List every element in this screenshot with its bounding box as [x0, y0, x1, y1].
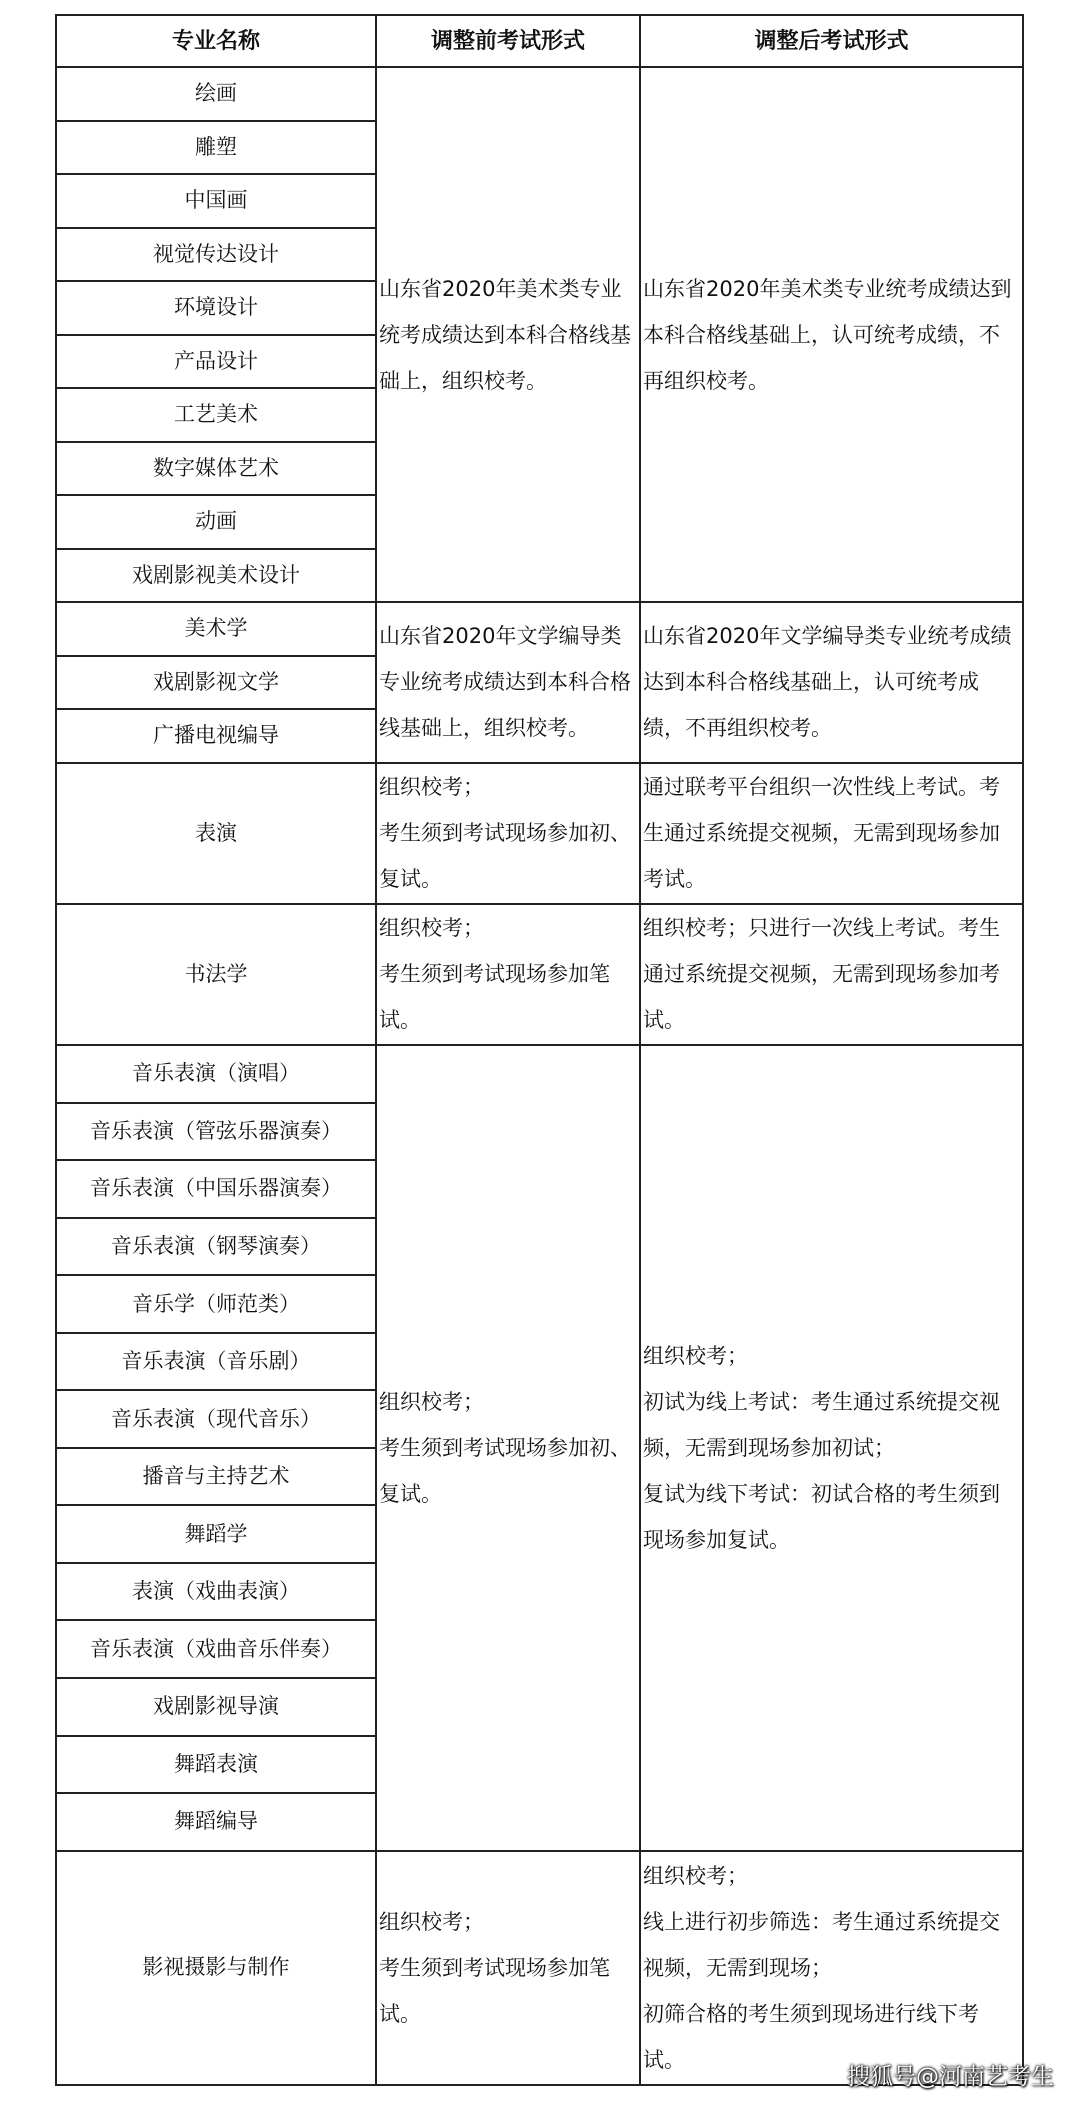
major-name-cell: 产品设计: [56, 335, 376, 389]
table-row: [56, 602, 1023, 656]
after-format-text: 山东省2020年美术类专业统考成绩达到本科合格线基础上，认可统考成绩，不再组织校考。: [643, 276, 1012, 393]
after-format-cell: [640, 602, 1023, 763]
major-name-cell: 音乐表演（音乐剧）: [56, 1333, 376, 1391]
table-row: [56, 763, 1023, 904]
table-body: [56, 67, 1023, 2085]
major-name-cell: 音乐学（师范类）: [56, 1275, 376, 1333]
major-name-cell: 书法学: [56, 904, 376, 1045]
table-header-row: [56, 15, 1023, 67]
major-name-cell: 中国画: [56, 174, 376, 228]
before-format-cell: [376, 904, 640, 1045]
major-name-cell: 播音与主持艺术: [56, 1448, 376, 1506]
major-name-cell: 动画: [56, 495, 376, 549]
major-name-cell: 音乐表演（现代音乐）: [56, 1390, 376, 1448]
after-format-text: 复试为线下考试：初试合格的考生须到现场参加复试。: [643, 1481, 1000, 1552]
major-name-cell: 表演（戏曲表演）: [56, 1563, 376, 1621]
major-name-cell: 工艺美术: [56, 388, 376, 442]
after-format-cell: [640, 1851, 1023, 2085]
table-row: [56, 1045, 1023, 1103]
after-format-text: 线上进行初步筛选：考生通过系统提交视频，无需到现场；: [643, 1909, 1000, 1980]
after-format-cell: [640, 904, 1023, 1045]
after-format-text: 组织校考；: [643, 1863, 748, 1888]
major-name-cell: 舞蹈表演: [56, 1736, 376, 1794]
before-format-text: 山东省2020年美术类专业统考成绩达到本科合格线基础上，组织校考。: [379, 276, 631, 393]
major-name-cell: 舞蹈学: [56, 1505, 376, 1563]
after-format-text: 组织校考；: [643, 1343, 748, 1368]
major-name-cell: 音乐表演（戏曲音乐伴奏）: [56, 1620, 376, 1678]
major-name-cell: 数字媒体艺术: [56, 442, 376, 496]
major-name-cell: 影视摄影与制作: [56, 1851, 376, 2085]
before-format-text: 山东省2020年文学编导类专业统考成绩达到本科合格线基础上，组织校考。: [379, 624, 631, 741]
after-format-cell: [640, 763, 1023, 904]
before-format-text: 考生须到考试现场参加笔试。: [379, 962, 610, 1033]
before-format-text: 组织校考；: [379, 916, 484, 941]
before-format-cell: [376, 1045, 640, 1850]
major-name-cell: 舞蹈编导: [56, 1793, 376, 1851]
header-after-format: 调整后考试形式: [640, 15, 1023, 67]
major-name-cell: 绘画: [56, 67, 376, 121]
before-format-cell: [376, 763, 640, 904]
header-before-format: 调整前考试形式: [376, 15, 640, 67]
before-format-cell: [376, 1851, 640, 2085]
after-format-cell: [640, 1045, 1023, 1850]
major-name-cell: 音乐表演（钢琴演奏）: [56, 1218, 376, 1276]
after-format-cell: [640, 67, 1023, 602]
exam-format-table: [55, 14, 1024, 2086]
after-format-text: 初试为线上考试：考生通过系统提交视频，无需到现场参加初试；: [643, 1389, 1000, 1460]
major-name-cell: 音乐表演（管弦乐器演奏）: [56, 1103, 376, 1161]
major-name-cell: 音乐表演（中国乐器演奏）: [56, 1160, 376, 1218]
major-name-cell: 音乐表演（演唱）: [56, 1045, 376, 1103]
before-format-cell: [376, 602, 640, 763]
major-name-cell: 广播电视编导: [56, 709, 376, 763]
major-name-cell: 表演: [56, 763, 376, 904]
header-major-name: 专业名称: [56, 15, 376, 67]
after-format-text: 通过联考平台组织一次性线上考试。考生通过系统提交视频，无需到现场参加考试。: [643, 775, 1000, 892]
after-format-text: 组织校考；只进行一次线上考试。考生通过系统提交视频，无需到现场参加考试。: [643, 916, 1000, 1033]
table-row: [56, 67, 1023, 121]
before-format-text: 考生须到考试现场参加初、复试。: [379, 1435, 631, 1506]
major-name-cell: 美术学: [56, 602, 376, 656]
major-name-cell: 戏剧影视美术设计: [56, 549, 376, 603]
before-format-text: 考生须到考试现场参加初、复试。: [379, 821, 631, 892]
before-format-text: 组织校考；: [379, 1909, 484, 1934]
table-row: [56, 904, 1023, 1045]
after-format-text: 山东省2020年文学编导类专业统考成绩达到本科合格线基础上，认可统考成绩，不再组织校考。: [643, 624, 1012, 741]
before-format-text: 组织校考；: [379, 1389, 484, 1414]
major-name-cell: 戏剧影视文学: [56, 656, 376, 710]
watermark: 搜狐号@河南艺考生: [847, 2064, 1054, 2090]
before-format-cell: [376, 67, 640, 602]
after-format-text: 初筛合格的考生须到现场进行线下考试。: [643, 2001, 979, 2072]
major-name-cell: 雕塑: [56, 121, 376, 175]
major-name-cell: 戏剧影视导演: [56, 1678, 376, 1736]
table-row: [56, 1851, 1023, 2085]
before-format-text: 组织校考；: [379, 775, 484, 800]
major-name-cell: 环境设计: [56, 281, 376, 335]
major-name-cell: 视觉传达设计: [56, 228, 376, 282]
before-format-text: 考生须到考试现场参加笔试。: [379, 1955, 610, 2026]
